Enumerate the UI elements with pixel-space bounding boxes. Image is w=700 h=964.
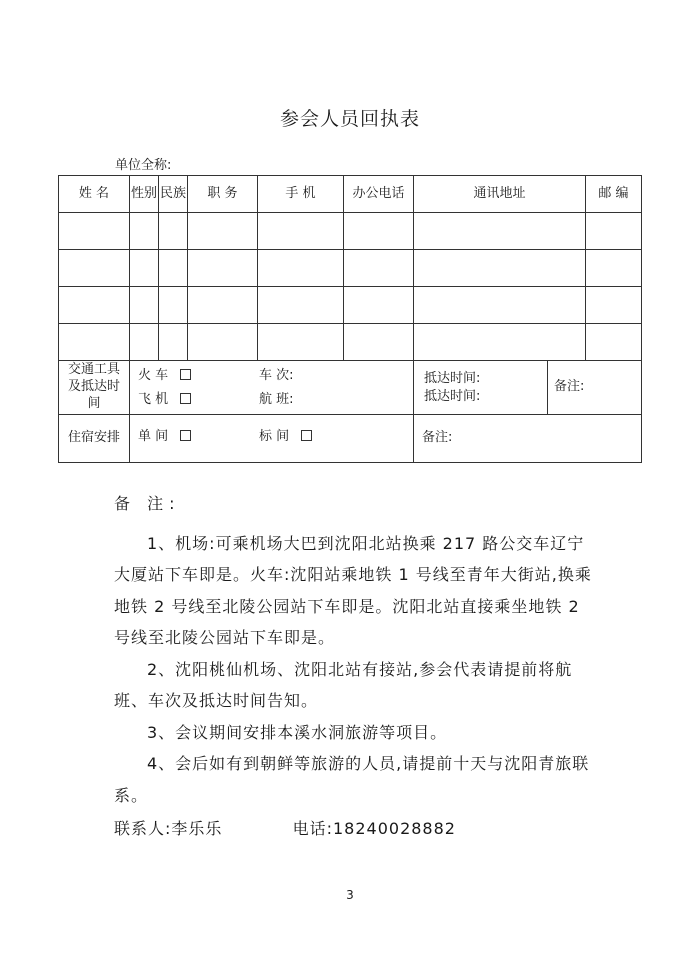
unit-name-label: 单位全称:	[115, 158, 172, 173]
position-cell[interactable]	[188, 250, 258, 287]
gender-cell[interactable]	[130, 287, 159, 324]
plane-option	[138, 392, 191, 409]
address-cell[interactable]	[414, 250, 586, 287]
table-header-row	[59, 176, 642, 213]
gender-cell[interactable]	[130, 250, 159, 287]
contact-person: 联系人:李乐乐	[114, 819, 223, 838]
note-item-2: 2、沈阳桃仙机场、沈阳北站有接站,参会代表请提前将航班、车次及抵达时间告知。	[114, 659, 573, 710]
arrival-time-1: 抵达时间:	[424, 371, 481, 386]
single-room-option	[138, 429, 191, 446]
ethnicity-cell[interactable]	[159, 324, 188, 361]
registration-table	[58, 175, 642, 463]
contact-phone: 电话:18240028882	[292, 819, 456, 838]
train-checkbox[interactable]	[180, 369, 191, 380]
arrival-time-2: 抵达时间:	[424, 389, 481, 404]
table-row	[59, 250, 642, 287]
table-row	[59, 287, 642, 324]
header-position: 职 务	[188, 176, 258, 213]
arrival-section-inner	[414, 361, 641, 414]
arrival-divider	[547, 360, 548, 415]
standard-room-option	[259, 429, 312, 446]
office-phone-cell[interactable]	[344, 213, 414, 250]
lodging-label: 住宿安排	[59, 415, 130, 463]
table-row	[59, 324, 642, 361]
gender-cell[interactable]	[130, 213, 159, 250]
note-item-4: 4、会后如有到朝鲜等旅游的人员,请提前十天与沈阳青旅联系。	[114, 754, 590, 805]
notes-section	[114, 488, 594, 845]
name-cell[interactable]	[59, 324, 130, 361]
header-mobile: 手 机	[258, 176, 344, 213]
header-ethnicity: 民族	[159, 176, 188, 213]
notes-heading: 备 注:	[114, 494, 181, 513]
header-office-phone: 办公电话	[344, 176, 414, 213]
position-cell[interactable]	[188, 213, 258, 250]
address-cell[interactable]	[414, 324, 586, 361]
train-number-label: 车 次:	[259, 368, 294, 383]
position-cell[interactable]	[188, 287, 258, 324]
plane-checkbox[interactable]	[180, 393, 191, 404]
header-postcode: 邮 编	[586, 176, 642, 213]
header-address: 通讯地址	[414, 176, 586, 213]
mobile-cell[interactable]	[258, 324, 344, 361]
transport-label: 交通工具及抵达时间	[59, 361, 130, 415]
transport-row	[59, 361, 642, 415]
name-cell[interactable]	[59, 287, 130, 324]
mobile-cell[interactable]	[258, 213, 344, 250]
single-room-checkbox[interactable]	[180, 430, 191, 441]
train-option	[138, 368, 191, 385]
mobile-cell[interactable]	[258, 287, 344, 324]
transport-options-inner	[130, 361, 413, 414]
flight-number-label: 航 班:	[259, 392, 294, 407]
mobile-cell[interactable]	[258, 250, 344, 287]
postcode-cell[interactable]	[586, 250, 642, 287]
transport-remark-label: 备注:	[554, 379, 585, 394]
postcode-cell[interactable]	[586, 287, 642, 324]
ethnicity-cell[interactable]	[159, 287, 188, 324]
page-title: 参会人员回执表	[279, 108, 420, 130]
postcode-cell[interactable]	[586, 213, 642, 250]
lodging-row	[59, 415, 642, 463]
train-label: 火 车	[138, 368, 169, 383]
standard-room-label: 标 间	[259, 429, 290, 444]
header-gender: 性别	[130, 176, 159, 213]
office-phone-cell[interactable]	[344, 324, 414, 361]
single-room-label: 单 间	[138, 429, 169, 444]
address-cell[interactable]	[414, 213, 586, 250]
lodging-options	[130, 415, 414, 463]
standard-room-checkbox[interactable]	[301, 430, 312, 441]
address-cell[interactable]	[414, 287, 586, 324]
note-item-3: 3、会议期间安排本溪水洞旅游等项目。	[147, 722, 448, 742]
header-name: 姓 名	[59, 176, 130, 213]
gender-cell[interactable]	[130, 324, 159, 361]
plane-label: 飞 机	[138, 392, 169, 407]
table-row	[59, 213, 642, 250]
office-phone-cell[interactable]	[344, 287, 414, 324]
arrival-section	[414, 361, 642, 415]
transport-options	[130, 361, 414, 415]
office-phone-cell[interactable]	[344, 250, 414, 287]
lodging-options-inner	[130, 415, 413, 462]
note-item-1: 1、机场:可乘机场大巴到沈阳北站换乘 217 路公交车辽宁大厦站下车即是。火车:沈阳站乘地铁 1 号线至青年大街站,换乘地铁 2 号线至北陵公园站下车即是。沈阳北站直接乘坐地铁 2 号线至北陵公园站下车即是。	[114, 533, 592, 647]
name-cell[interactable]	[59, 250, 130, 287]
postcode-cell[interactable]	[586, 324, 642, 361]
contact-line	[114, 813, 594, 845]
ethnicity-cell[interactable]	[159, 213, 188, 250]
ethnicity-cell[interactable]	[159, 250, 188, 287]
lodging-remark-label: 备注:	[414, 415, 642, 463]
position-cell[interactable]	[188, 324, 258, 361]
page-number: 3	[346, 888, 354, 902]
name-cell[interactable]	[59, 213, 130, 250]
